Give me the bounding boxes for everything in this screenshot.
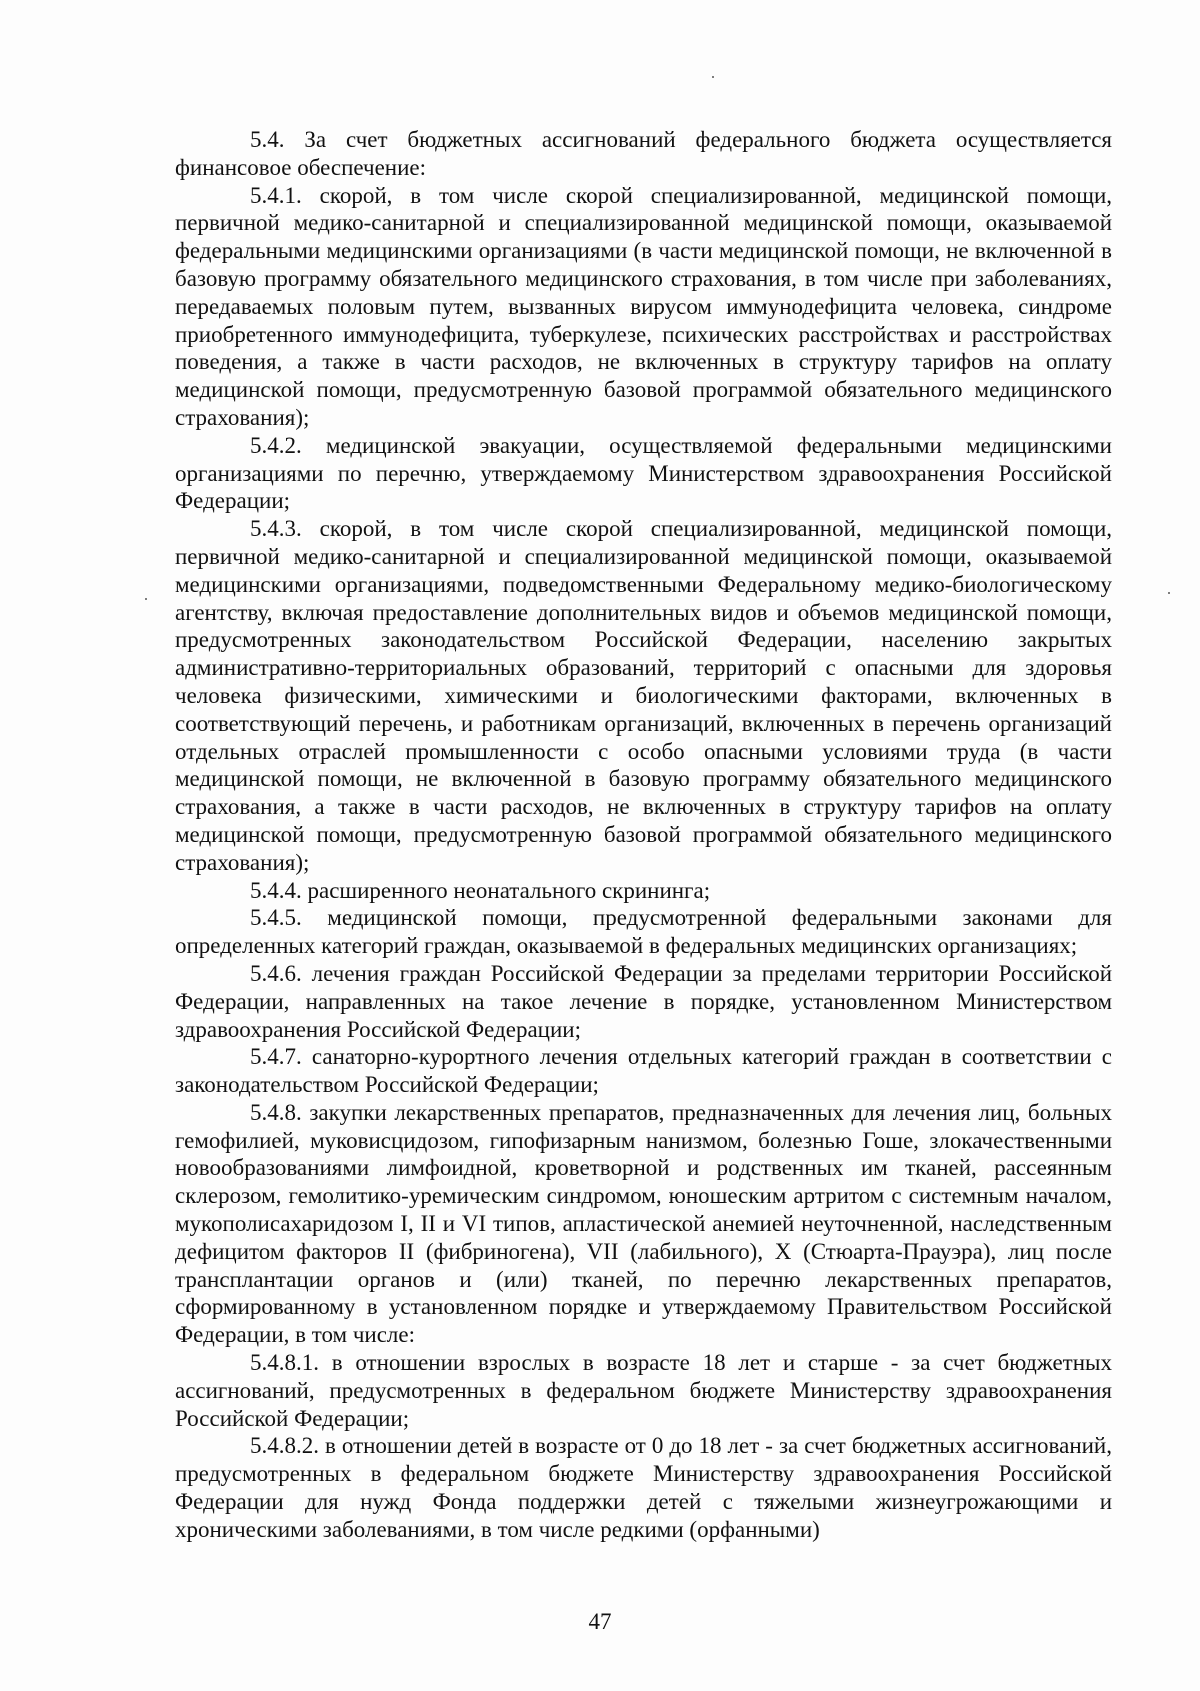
scan-speck	[145, 598, 147, 600]
scan-speck	[712, 76, 714, 78]
scan-speck	[1168, 592, 1170, 594]
paragraph-5-4-6: 5.4.6. лечения граждан Российской Федерации за пределами территории Российской Федерации, направленных на такое лечение в порядке, установленном Министерством здравоохранения Российской Федерации;	[175, 960, 1112, 1042]
paragraph-5-4-3: 5.4.3. скорой, в том числе скорой специализированной, медицинской помощи, первичной медико-санитарной и специализированной медицинской помощи, оказываемой медицинскими организациями, подведомственными Федеральному медико-биологическому агентству, включая предоставление дополнительных видов и объемов медицинской помощи, предусмотренных законодательством Российской Федерации, населению закрытых административно-территориальных образований, территорий с опасными для здоровья человека физическими, химическими и биологическими факторами, включенных в соответствующий перечень, и работникам организаций, включенных в перечень организаций отдельных отраслей промышленности с особо опасными условиями труда (в части медицинской помощи, не включенной в базовую программу обязательного медицинского страхования, а также в части расходов, не включенных в структуру тарифов на оплату медицинской помощи, предусмотренную базовой программой обязательного медицинского страхования);	[175, 516, 1112, 875]
paragraph-5-4-8-1: 5.4.8.1. в отношении взрослых в возрасте 18 лет и старше - за счет бюджетных ассигнований, предусмотренных в федеральном бюджете Министерству здравоохранения Российской Федерации;	[175, 1350, 1112, 1431]
paragraph-5-4-2: 5.4.2. медицинской эвакуации, осуществляемой федеральными медицинскими организациями по перечню, утверждаемому Министерством здравоохранения Российской Федерации;	[175, 432, 1112, 514]
paragraph-5-4-4: 5.4.4. расширенного неонатального скрининга;	[250, 877, 711, 903]
document-body	[175, 126, 1112, 1544]
paragraph-5-4: 5.4. За счет бюджетных ассигнований федерального бюджета осуществляется финансовое обеспечение:	[175, 127, 1112, 180]
page-number: 47	[588, 1609, 612, 1634]
paragraph-5-4-7: 5.4.7. санаторно-курортного лечения отдельных категорий граждан в соответствии с законодательством Российской Федерации;	[175, 1044, 1112, 1098]
paragraph-5-4-5: 5.4.5. медицинской помощи, предусмотренной федеральными законами для определенных категорий граждан, оказываемой в федеральных медицинских организациях;	[175, 905, 1112, 959]
paragraph-5-4-8: 5.4.8. закупки лекарственных препаратов, предназначенных для лечения лиц, больных гемофилией, муковисцидозом, гипофизарным нанизмом, болезнью Гоше, злокачественными новообразованиями лимфоидной, кроветворной и родственных им тканей, рассеянным склерозом, гемолитико-уремическим синдромом, юношеским артритом с системным началом, мукополисахаридозом I, II и VI типов, апластической анемией неуточненной, наследственным дефицитом факторов II (фибриногена), VII (лабильного), X (Стюарта-Прауэра), лиц после трансплантации органов и (или) тканей, по перечню лекарственных препаратов, сформированному в установленном порядке и утверждаемому Правительством Российской Федерации, в том числе:	[175, 1099, 1112, 1348]
paragraph-5-4-8-2: 5.4.8.2. в отношении детей в возрасте от 0 до 18 лет - за счет бюджетных ассигнований, предусмотренных в федеральном бюджете Министерству здравоохранения Российской Федерации для нужд Фонда поддержки детей с тяжелыми жизнеугрожающими и хроническими заболеваниями, в том числе редкими (орфанными)	[175, 1433, 1112, 1542]
paragraph-5-4-1: 5.4.1. скорой, в том числе скорой специализированной, медицинской помощи, первичной медико-санитарной и специализированной медицинской помощи, оказываемой федеральными медицинскими организациями (в части медицинской помощи, не включенной в базовую программу обязательного медицинского страхования, в том числе при заболеваниях, передаваемых половым путем, вызванных вирусом иммунодефицита человека, синдроме приобретенного иммунодефицита, туберкулезе, психических расстройствах и расстройствах поведения, а также в части расходов, не включенных в структуру тарифов на оплату медицинской помощи, предусмотренную базовой программой обязательного медицинского страхования);	[175, 182, 1112, 430]
